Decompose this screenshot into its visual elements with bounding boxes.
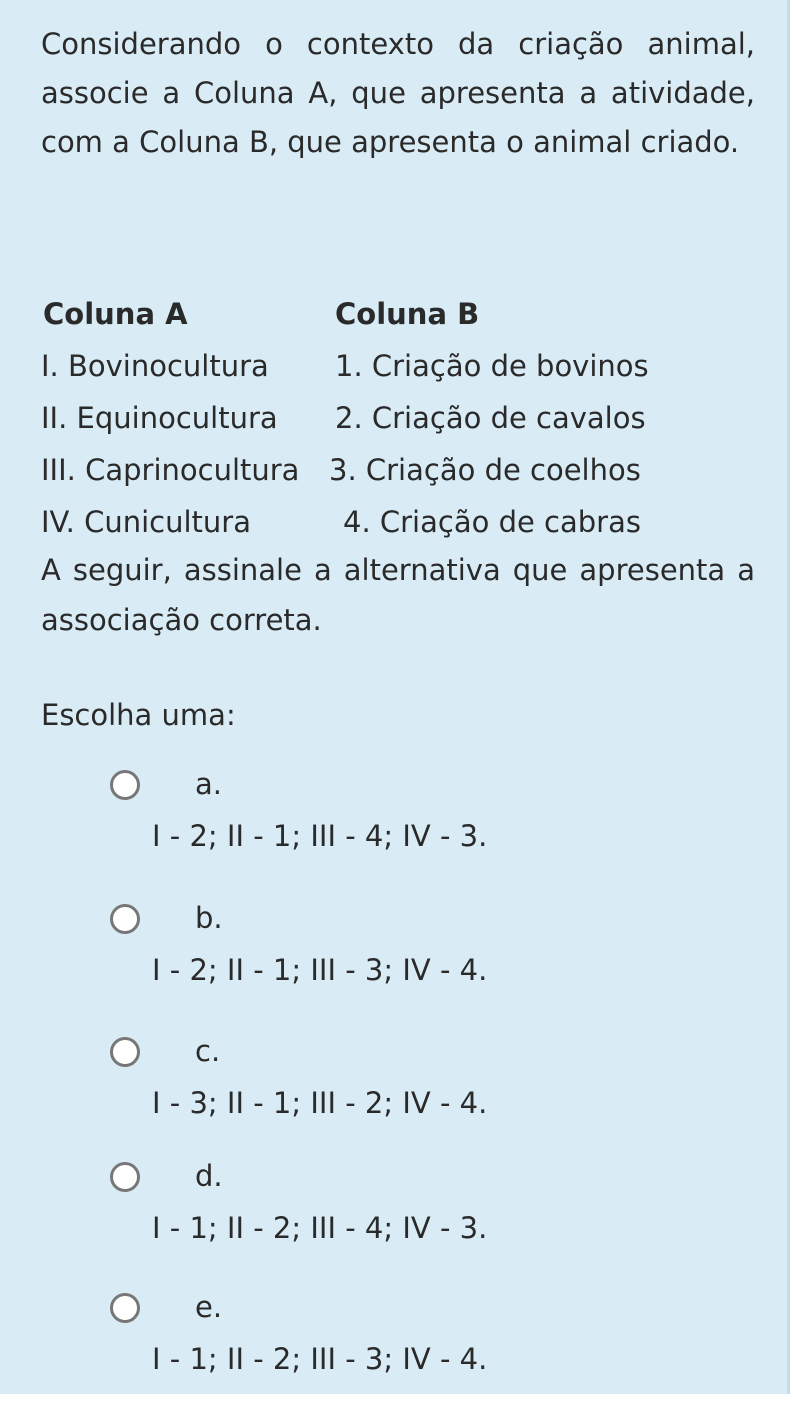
option-letter: d.: [195, 1159, 223, 1193]
option-e[interactable]: [0, 1290, 787, 1413]
question-text: Considerando o contexto da criação animal, associe a Coluna A, que apresenta a atividade, com a Coluna B, que apresenta o animal criado.: [41, 27, 755, 159]
radio-button[interactable]: [110, 1162, 140, 1192]
option-text: I - 1; II - 2; III - 3; IV - 4.: [152, 1342, 488, 1376]
option-letter: a.: [195, 767, 222, 801]
columns-table: [41, 288, 755, 548]
option-letter: c.: [195, 1034, 221, 1068]
table-header: [41, 288, 755, 340]
option-text: I - 1; II - 2; III - 4; IV - 3.: [152, 1211, 488, 1245]
table-row: [41, 444, 755, 496]
column-b-header: Coluna B: [335, 297, 480, 331]
radio-button[interactable]: [110, 770, 140, 800]
column-a-cell: II. Equinocultura: [41, 401, 278, 435]
option-c[interactable]: [0, 1034, 787, 1157]
option-letter: e.: [195, 1290, 223, 1324]
column-a-cell: I. Bovinocultura: [41, 349, 269, 383]
column-b-cell: 4. Criação de cabras: [343, 505, 641, 539]
radio-button[interactable]: [110, 904, 140, 934]
column-a-cell: III. Caprinocultura: [41, 453, 300, 487]
column-b-cell: 3. Criação de coelhos: [329, 453, 641, 487]
instruction-text: A seguir, assinale a alternativa que apresenta a associação correta.: [41, 553, 755, 637]
column-b-cell: 2. Criação de cavalos: [335, 401, 646, 435]
table-row: [41, 496, 755, 548]
column-a-header: Coluna A: [43, 297, 188, 331]
table-row: [41, 392, 755, 444]
radio-button[interactable]: [110, 1293, 140, 1323]
option-text: I - 2; II - 1; III - 3; IV - 4.: [152, 953, 488, 987]
table-row: [41, 340, 755, 392]
option-text: I - 3; II - 1; III - 2; IV - 4.: [152, 1086, 488, 1120]
option-letter: b.: [195, 901, 223, 935]
option-b[interactable]: [0, 901, 787, 1024]
option-a[interactable]: [0, 767, 787, 890]
radio-button[interactable]: [110, 1037, 140, 1067]
option-d[interactable]: [0, 1159, 787, 1282]
choose-label: Escolha uma:: [41, 698, 236, 732]
column-b-cell: 1. Criação de bovinos: [335, 349, 649, 383]
option-text: I - 2; II - 1; III - 4; IV - 3.: [152, 819, 488, 853]
column-a-cell: IV. Cunicultura: [41, 505, 251, 539]
